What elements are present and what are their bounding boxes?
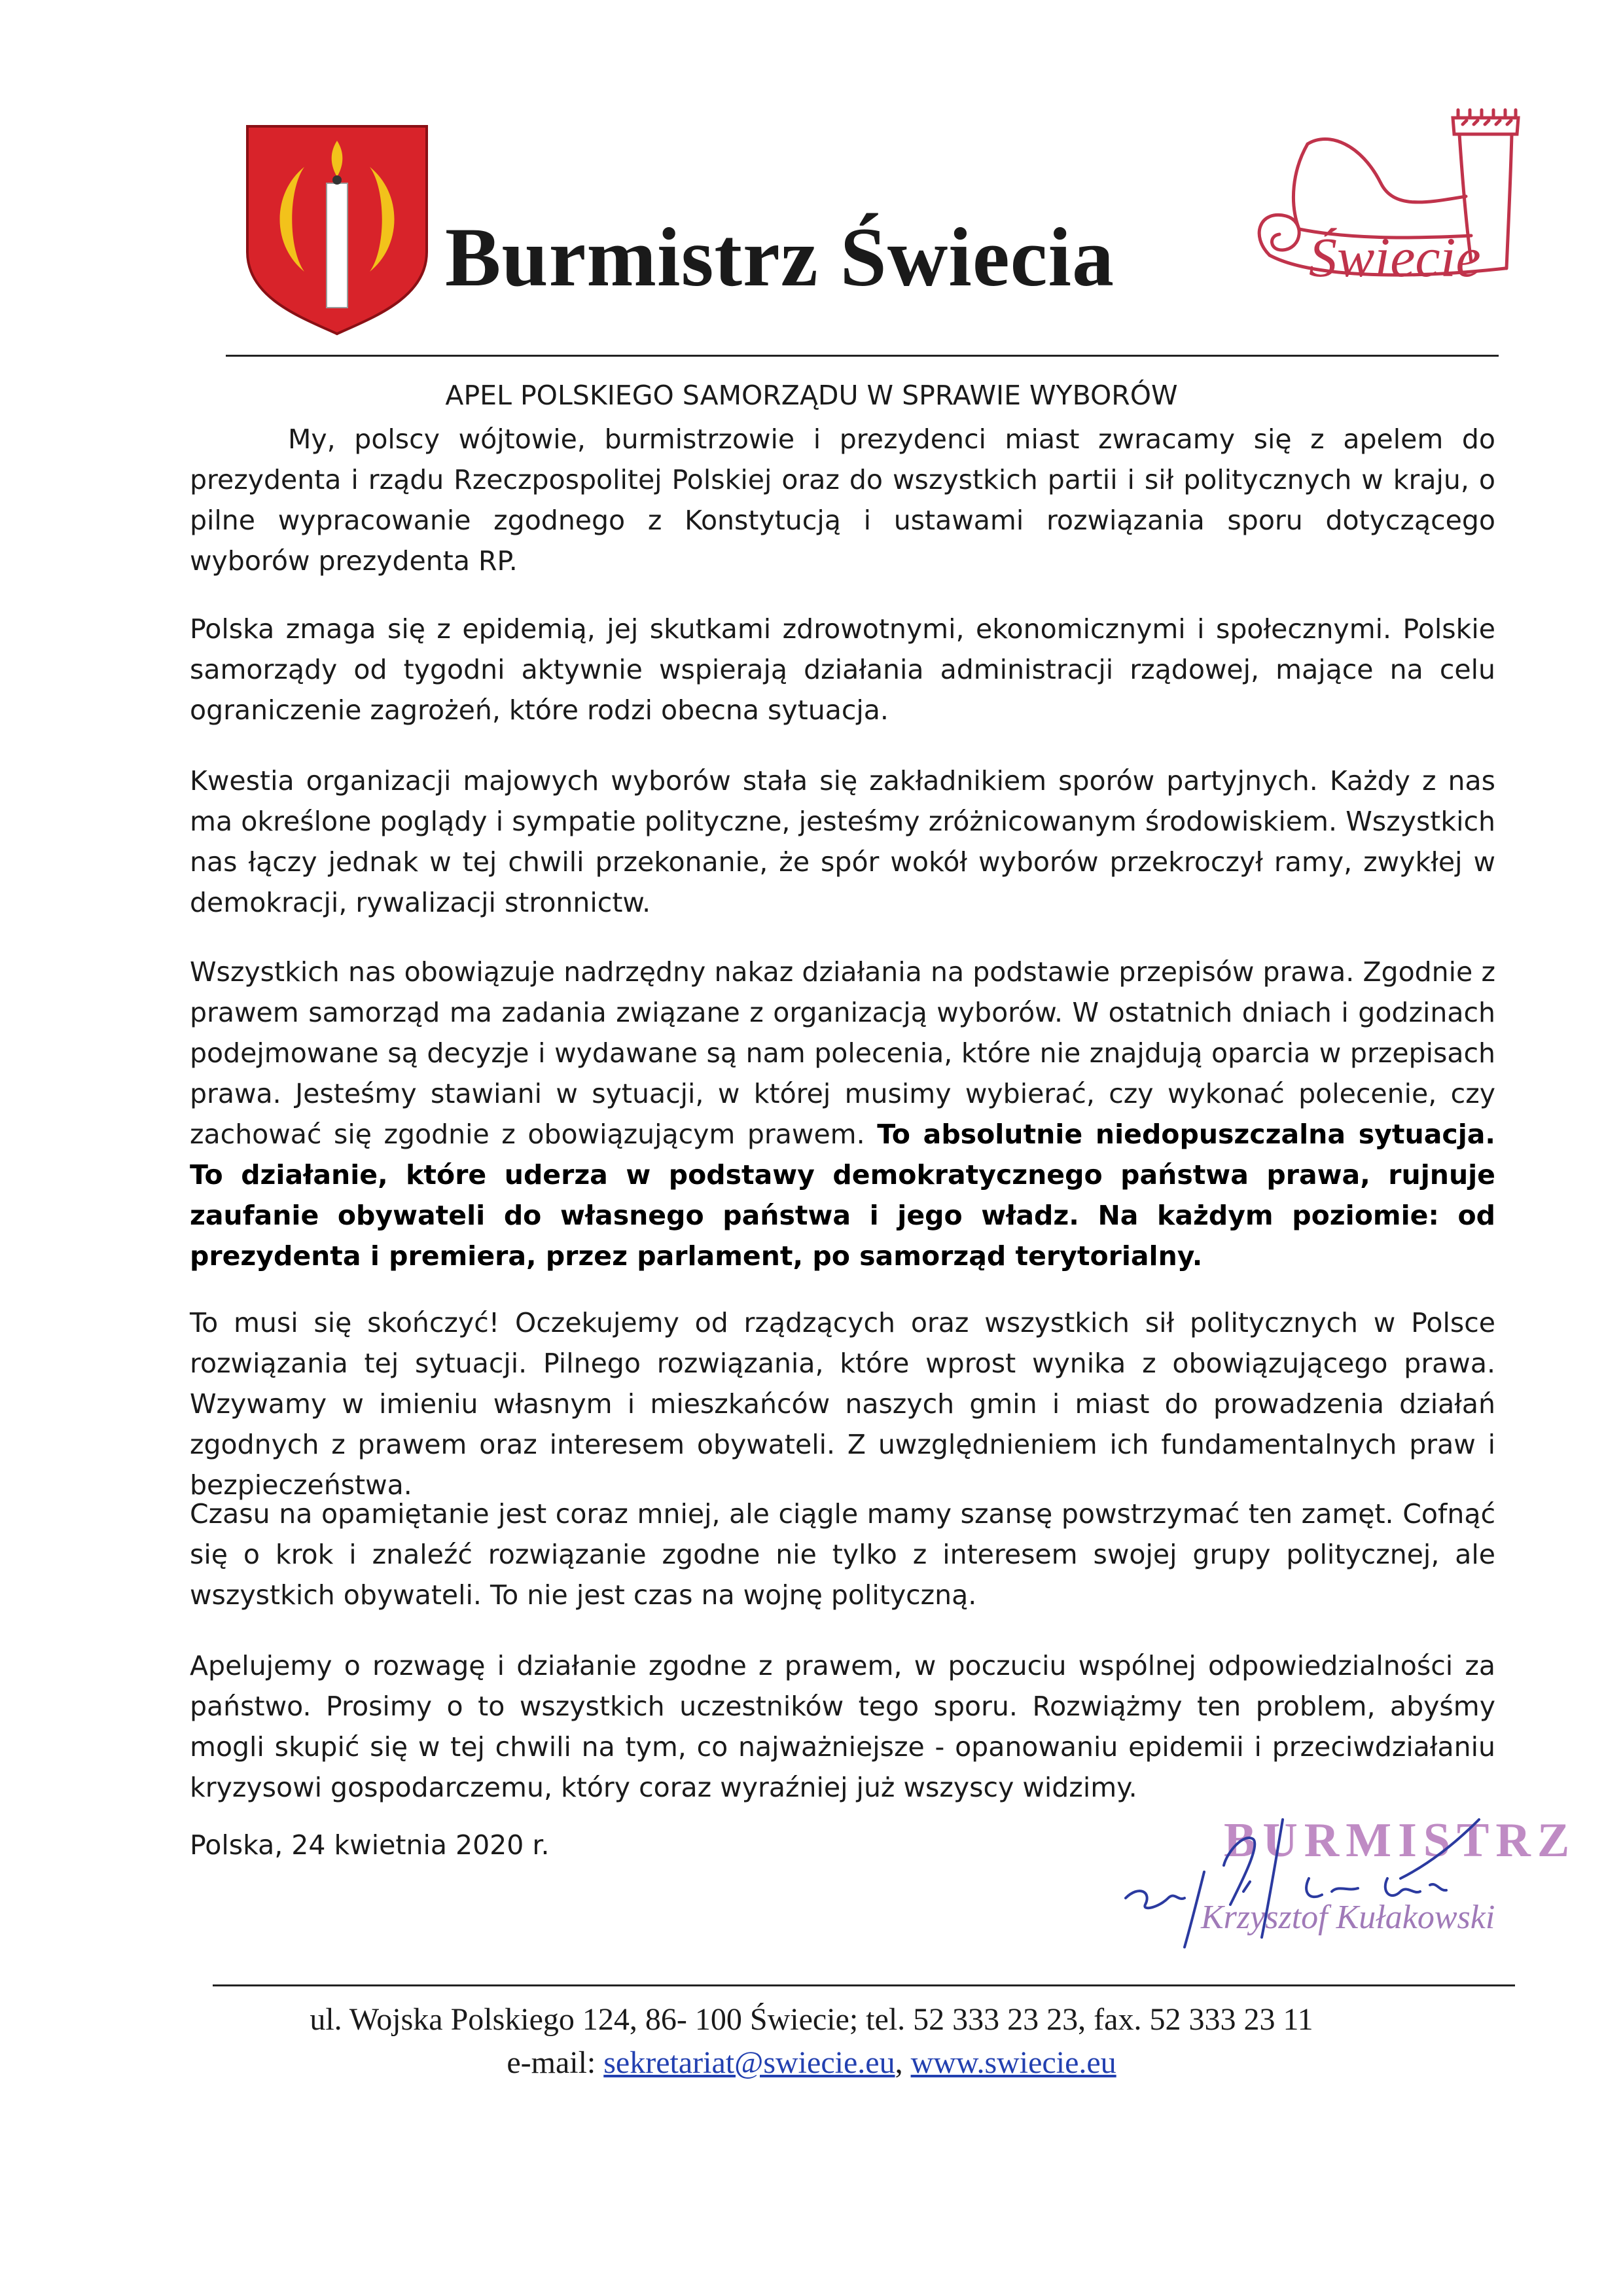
stamp-title: BURMISTRZ	[1224, 1814, 1577, 1867]
email-label: e-mail:	[507, 2045, 604, 2080]
header-divider	[226, 355, 1499, 357]
footer-address: ul. Wojska Polskiego 124, 86- 100 Świecie; tel. 52 333 23 23, fax. 52 333 23 11	[310, 2002, 1313, 2037]
paragraph-5: To musi się skończyć! Oczekujemy od rządzących oraz wszystkich sił politycznych w Polsce rozwiązania tej sytuacji. Pilnego rozwiązania, które wprost wynika z obowiązującego prawa. Wzywamy w imieniu własnym i mieszkańców naszych gmin i miast do prowadzenia działań zgodnych z prawem oraz interesem obywateli. Z uwzględnieniem ich fundamentalnych praw i bezpieczeństwa.	[190, 1307, 1495, 1501]
paragraph-1: My, polscy wójtowie, burmistrzowie i prezydenci miast zwracamy się z apelem do prezydenta i rządu Rzeczpospolitej Polskiej oraz do wszystkich partii i sił politycznych w kraju, o pilne wypracowanie zgodnego z Konstytucją i ustawami rozwiązania sporu dotyczącego wyborów prezydenta RP.	[190, 423, 1495, 577]
coat-of-arms-icon	[242, 121, 432, 337]
contact-separator: ,	[895, 2045, 911, 2080]
footer-contact	[0, 2045, 1623, 2081]
paragraph-7: Apelujemy o rozwagę i działanie zgodne z prawem, w poczuciu wspólnej odpowiedzialności za państwo. Prosimy o to wszystkich uczestników tego sporu. Rozwiążmy ten problem, abyśmy mogli skupić się w tej chwili na tym, co najważniejsze - opanowaniu epidemii i przeciwdziałaniu kryzysowi gospodarczemu, który coraz wyraźniej już wszyscy widzimy.	[190, 1650, 1495, 1803]
paragraph-3: Kwestia organizacji majowych wyborów stała się zakładnikiem sporów partyjnych. Każdy z nas ma określone poglądy i sympatie polityczne, jesteśmy zróżnicowanym środowiskiem. Wszystkich nas łączy jednak w tej chwili przekonanie, że spór wokół wyborów przekroczył ramy, zwykłej w demokracji, rywalizacji stronnictw.	[190, 765, 1495, 918]
city-logo-text: Świecie	[1309, 226, 1481, 289]
footer-divider	[213, 1984, 1515, 1986]
tower-scroll-logo-icon	[1230, 105, 1531, 314]
email-link[interactable]: sekretariat@swiecie.eu	[603, 2045, 895, 2080]
paragraph-6: Czasu na opamiętanie jest coraz mniej, ale ciągle mamy szansę powstrzymać ten zamęt. Cofnąć się o krok i znaleźć rozwiązanie zgodne nie tylko z interesem swojej grupy politycznej, ale wszystkich obywateli. To nie jest czas na wojnę polityczną.	[190, 1498, 1495, 1611]
paragraph-4-bold: To absolutnie niedopuszczalna sytuacja. To działanie, które uderza w podstawy demokratycznego państwa prawa, rujnuje zaufanie obywateli do własnego państwa i jego władz. Na każdym poziomie: od prezydenta i premiera, przez parlament, po samorząd terytorialny.	[190, 1119, 1495, 1272]
handwritten-signature-icon	[1113, 1793, 1544, 1957]
stamp-name: Krzysztof Kułakowski	[1201, 1899, 1495, 1936]
header-title: Burmistrz Świecia	[445, 211, 1115, 304]
document-date: Polska, 24 kwietnia 2020 r.	[190, 1829, 550, 1861]
paragraph-4	[190, 952, 1495, 1276]
paragraph-2: Polska zmaga się z epidemią, jej skutkami zdrowotnymi, ekonomicznymi i społecznymi. Polskie samorządy od tygodni aktywnie wspierają działania administracji rządowej, mające na celu ograniczenie zagrożeń, które rodzi obecna sytuacja.	[190, 613, 1495, 726]
website-link[interactable]: www.swiecie.eu	[910, 2045, 1116, 2080]
document-title: APEL POLSKIEGO SAMORZĄDU W SPRAWIE WYBORÓW	[445, 380, 1178, 411]
paragraph-4-regular: Wszystkich nas obowiązuje nadrzędny nakaz działania na podstawie przepisów prawa. Zgodnie z prawem samorząd ma zadania związane z organizacją wyborów. W ostatnich dniach i godzinach podejmowane są decyzje i wydawane są nam polecenia, które nie znajdują oparcia w przepisach prawa. Jesteśmy stawiani w sytuacji, w której musimy wybierać, czy wykonać polecenie, czy zachować się zgodnie z obowiązującym prawem.	[190, 956, 1495, 1150]
